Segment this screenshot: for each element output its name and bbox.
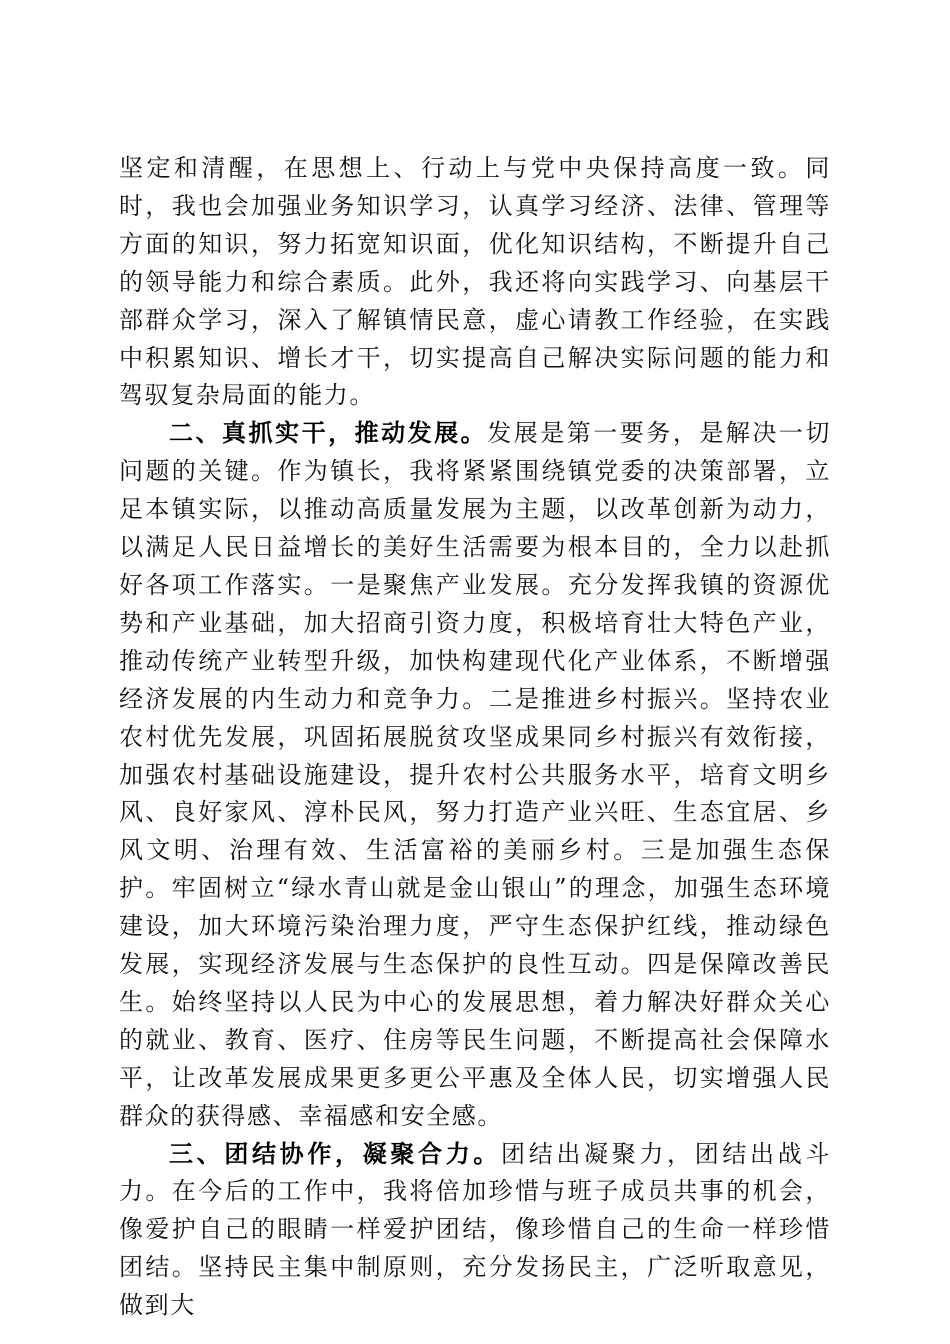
paragraph-text: 坚定和清醒，在思想上、行动上与党中央保持高度一致。同时，我也会加强业务知识学习，认真学习经济、法律、管理等方面的知识，努力拓宽知识面，优化知识结构，不断提升自己的领导能力和综合素质。此外，我还将向实践学习、向基层干部群众学习，深入了解镇情民意，虚心请教工作经验，在实践中积累知识、增长才干，切实提高自己解决实际问题的能力和驾驭复杂局面的能力。 (119, 154, 831, 410)
paragraph-continuation (119, 150, 831, 415)
document-body (119, 150, 831, 1325)
section-heading: 二、真抓实干，推动发展。 (169, 419, 488, 448)
paragraph-section-two (119, 415, 831, 1135)
paragraph-text: 团结出凝聚力，团结出战斗力。在今后的工作中，我将倍加珍惜与班子成员共事的机会，像爱护自己的眼睛一样爱护团结，像珍惜自己的生命一样珍惜团结。坚持民主集中制原则，充分发扬民主，广泛听取意见，做到大 (119, 1139, 831, 1320)
section-heading: 三、团结协作，凝聚合力。 (169, 1139, 502, 1168)
paragraph-text: 发展是第一要务，是解决一切问题的关键。作为镇长，我将紧紧围绕镇党委的决策部署，立足本镇实际，以推动高质量发展为主题，以改革创新为动力，以满足人民日益增长的美好生活需要为根本目的，全力以赴抓好各项工作落实。一是聚焦产业发展。充分发挥我镇的资源优势和产业基础，加大招商引资力度，积极培育壮大特色产业，推动传统产业转型升级，加快构建现代化产业体系，不断增强经济发展的内生动力和竞争力。二是推进乡村振兴。坚持农业农村优先发展，巩固拓展脱贫攻坚成果同乡村振兴有效衔接，加强农村基础设施建设，提升农村公共服务水平，培育文明乡风、良好家风、淳朴民风，努力打造产业兴旺、生态宜居、乡风文明、治理有效、生活富裕的美丽乡村。三是加强生态保护。牢固树立“绿水青山就是金山银山”的理念，加强生态环境建设，加大环境污染治理力度，严守生态保护红线，推动绿色发展，实现经济发展与生态保护的良性互动。四是保障改善民生。始终坚持以人民为中心的发展思想，着力解决好群众关心的就业、教育、医疗、住房等民生问题，不断提高社会保障水平，让改革发展成果更多更公平惠及全体人民，切实增强人民群众的获得感、幸福感和安全感。 (119, 419, 831, 1130)
paragraph-section-three (119, 1136, 831, 1326)
